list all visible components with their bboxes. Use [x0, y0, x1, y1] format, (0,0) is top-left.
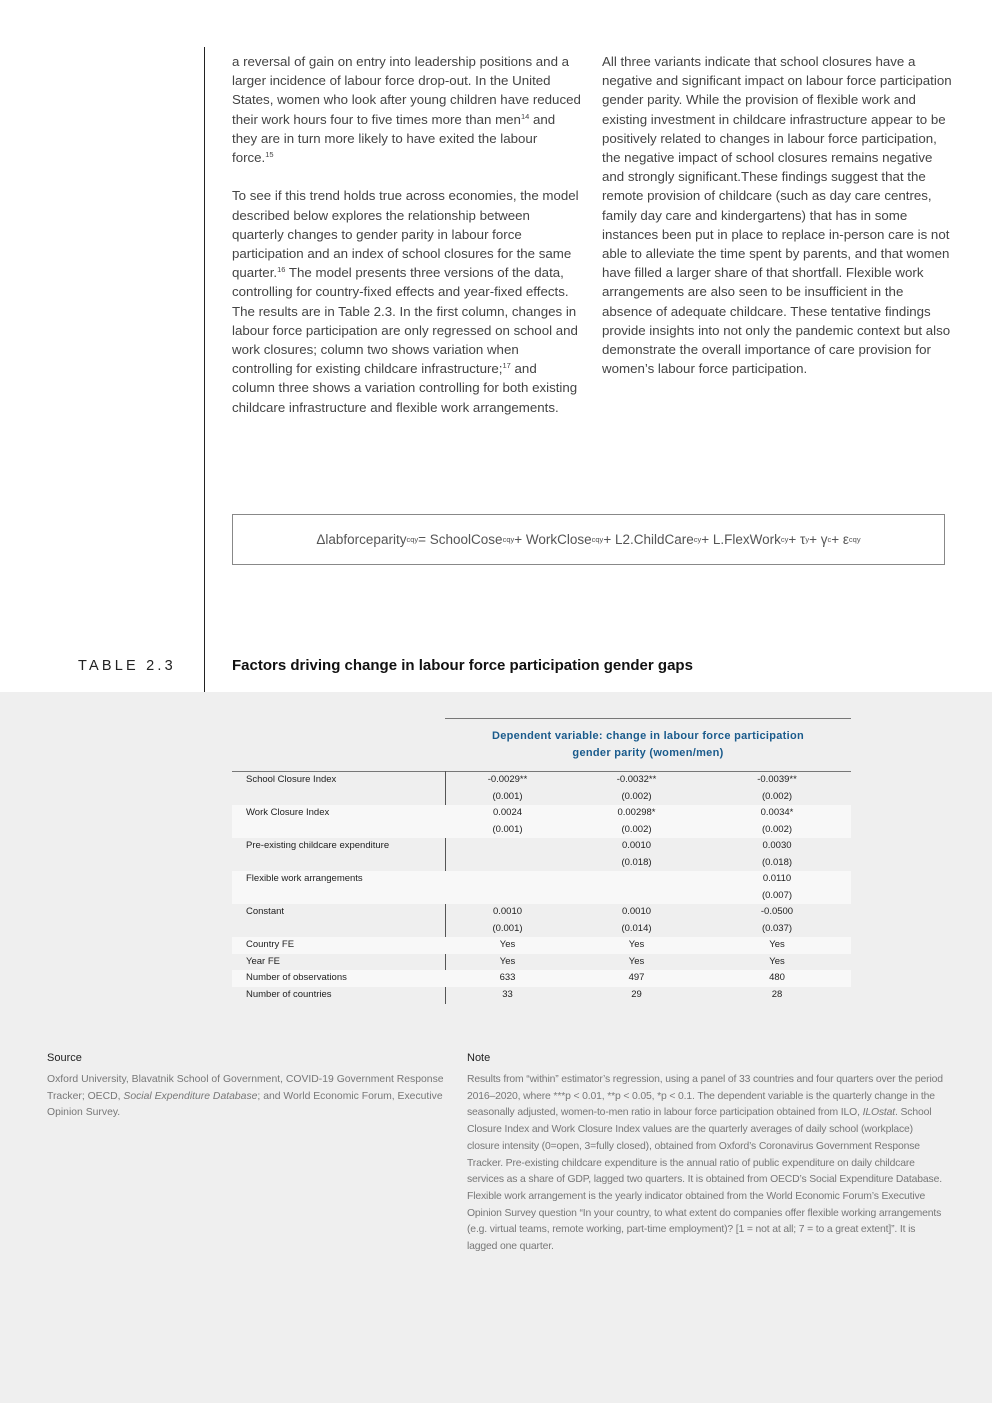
- table-number-label: TABLE 2.3: [78, 658, 176, 674]
- margin-rule: [204, 47, 205, 693]
- paragraph: To see if this trend holds true across economies, the model described below explores the relationship between quarterly changes to gender parity in labour force participation and an index of school closures for the same quarter.$^{16}$ The model presents three versions of the data, controlling for country-fixed effects and year-fixed effects. The results are in Table 2.3. In the first column, changes in labour force participation are only regressed on school and work closures; column two shows variation when controlling for existing childcare infrastructure;$^{17}$ and column three shows a variation controlling for both existing childcare infrastructure and flexible work arrangements.: [232, 188, 579, 415]
- table-cell: 497: [628, 972, 645, 984]
- table-cell: 0.00298* (0.002): [617, 807, 656, 835]
- table-row: [232, 954, 851, 971]
- row-label: Number of observations: [246, 972, 347, 984]
- row-label: Pre-existing childcare expenditure: [246, 840, 390, 851]
- row-label: School Closure Index: [246, 774, 337, 785]
- dependent-variable-header: Dependent variable: change in labour force participation gender parity (women/men): [491, 730, 805, 759]
- table-cell: 0.0010 (0.001): [492, 906, 523, 934]
- row-label: Constant: [246, 906, 285, 917]
- regression-table: [232, 772, 851, 1004]
- row-label: Work Closure Index: [246, 807, 330, 818]
- table-cell: 0.0110 (0.007): [761, 873, 793, 901]
- footnote-ref[interactable]: 15: [265, 150, 274, 160]
- table-cell: [570, 871, 703, 904]
- table-cell: [445, 871, 570, 904]
- table-row: [232, 904, 851, 937]
- table-cell: 0.0010 (0.018): [621, 840, 652, 868]
- footnote-ref[interactable]: 17: [502, 361, 511, 371]
- table-row: [232, 987, 851, 1004]
- table-cell: Yes: [499, 955, 516, 967]
- table-cell: 0.0030 (0.018): [761, 840, 793, 868]
- paragraph: All three variants indicate that school closures have a negative and significant impact on labour force participation gender parity. While the provision of flexible work and existing investment in childcare infrastructure appear to be positively related to changes in labour force participation, the negative impact of school closures remains negative and strongly significant.These findings suggest that the remote provision of childcare (such as day care centres, family day care and kindergartens) that has in some instances been put in place to replace in-person care is not able to alleviate the time spent by parents, and that women have filled a larger share of that shortfall. Flexible work arrangements are also seen to be insufficient in the absence of adequate childcare. These tentative findings provide insights into not only the pandemic context but also demonstrate the overall importance of care provision for women’s labour force participation.: [602, 54, 952, 377]
- table-cell: 28: [771, 989, 783, 1001]
- source-text: Oxford University, Blavatnik School of Government, COVID-19 Government Response Tracker; OECD, Social Expenditure Database; and World Economic Forum, Executive Opinion Survey.: [47, 1074, 444, 1119]
- table-row: [232, 838, 851, 871]
- table-cell: Yes: [628, 939, 645, 950]
- table-row: [232, 772, 851, 805]
- table-cell: -0.0039** (0.002): [757, 774, 797, 802]
- table-cell: -0.0032** (0.002): [616, 774, 657, 802]
- regression-formula: Δlabforceparity cqy = SchoolCose cqy + WorkClose cqy + L2.ChildCare cy + L.FlexWork cy + τ y + γ c + ε cqy: [232, 514, 945, 565]
- table-cell: 480: [769, 972, 785, 984]
- row-label: Number of countries: [246, 989, 332, 1001]
- row-label: Flexible work arrangements: [246, 873, 363, 884]
- footnote-ref[interactable]: 16: [277, 265, 286, 275]
- table-cell: Yes: [769, 939, 785, 950]
- table-cell: 0.0024 (0.001): [492, 807, 523, 835]
- row-label: Year FE: [246, 955, 280, 967]
- header-divider: [445, 718, 851, 719]
- table-row: [232, 871, 851, 904]
- note-heading: Note: [467, 1052, 491, 1064]
- table-cell: 33: [502, 989, 513, 1001]
- source-heading: Source: [47, 1052, 82, 1064]
- table-cell: -0.0029** (0.001): [487, 774, 528, 802]
- table-cell: 0.0010 (0.014): [621, 906, 652, 934]
- paragraph: a reversal of gain on entry into leadership positions and a larger incidence of labour force drop-out. In the United States, women who look after young children have reduced their work hours four to five times more than men$^{14}$ and they are in turn more likely to have exited the labour force.$^{15}$: [232, 54, 581, 166]
- table-cell: Yes: [628, 955, 645, 967]
- table-cell: -0.0500 (0.037): [760, 906, 794, 934]
- table-cell: 0.0034* (0.002): [760, 807, 794, 835]
- table-row: [232, 805, 851, 838]
- table-cell: [445, 838, 570, 871]
- footnote-ref[interactable]: 14: [520, 111, 530, 121]
- table-cell: 29: [631, 989, 642, 1001]
- table-row: [232, 970, 851, 987]
- table-title: Factors driving change in labour force participation gender gaps: [232, 657, 693, 674]
- body-column-right: [602, 52, 952, 378]
- body-column-left: [232, 52, 582, 417]
- table-cell: Yes: [769, 955, 785, 967]
- table-row: [232, 937, 851, 954]
- table-cell: 633: [499, 972, 516, 984]
- row-label: Country FE: [246, 939, 295, 950]
- table-cell: Yes: [499, 939, 516, 950]
- note-text: Results from “within” estimator’s regression, using a panel of 33 countries and four quarters over the period 2016–2020, where ***p < 0.01, **p < 0.05, *p < 0.1. The dependent variable is the quarterly change in the seasonally adjusted, women-to-men ratio in labour force participation obtained from ILO, ILOstat. School Closure Index and Work Closure Index values are the quarterly averages of daily school (workplace) closure intensity (0=open, 3=fully closed), obtained from Oxford’s Coronavirus Government Response Tracker. Pre-existing childcare expenditure is the annual ratio of public expenditure on daily childcare services as a share of GDP, lagged two quarters. It is obtained from OECD’s Social Expenditure Database. Flexible work arrangement is the yearly indicator obtained from the World Economic Forum’s Executive Opinion Survey question “In your country, to what extent do companies offer flexible working arrangements (e.g. virtual teams, remote working, part-time employment)? [1 = not at all; 7 = to a great extent]”. It is lagged one quarter.: [467, 1074, 943, 1253]
